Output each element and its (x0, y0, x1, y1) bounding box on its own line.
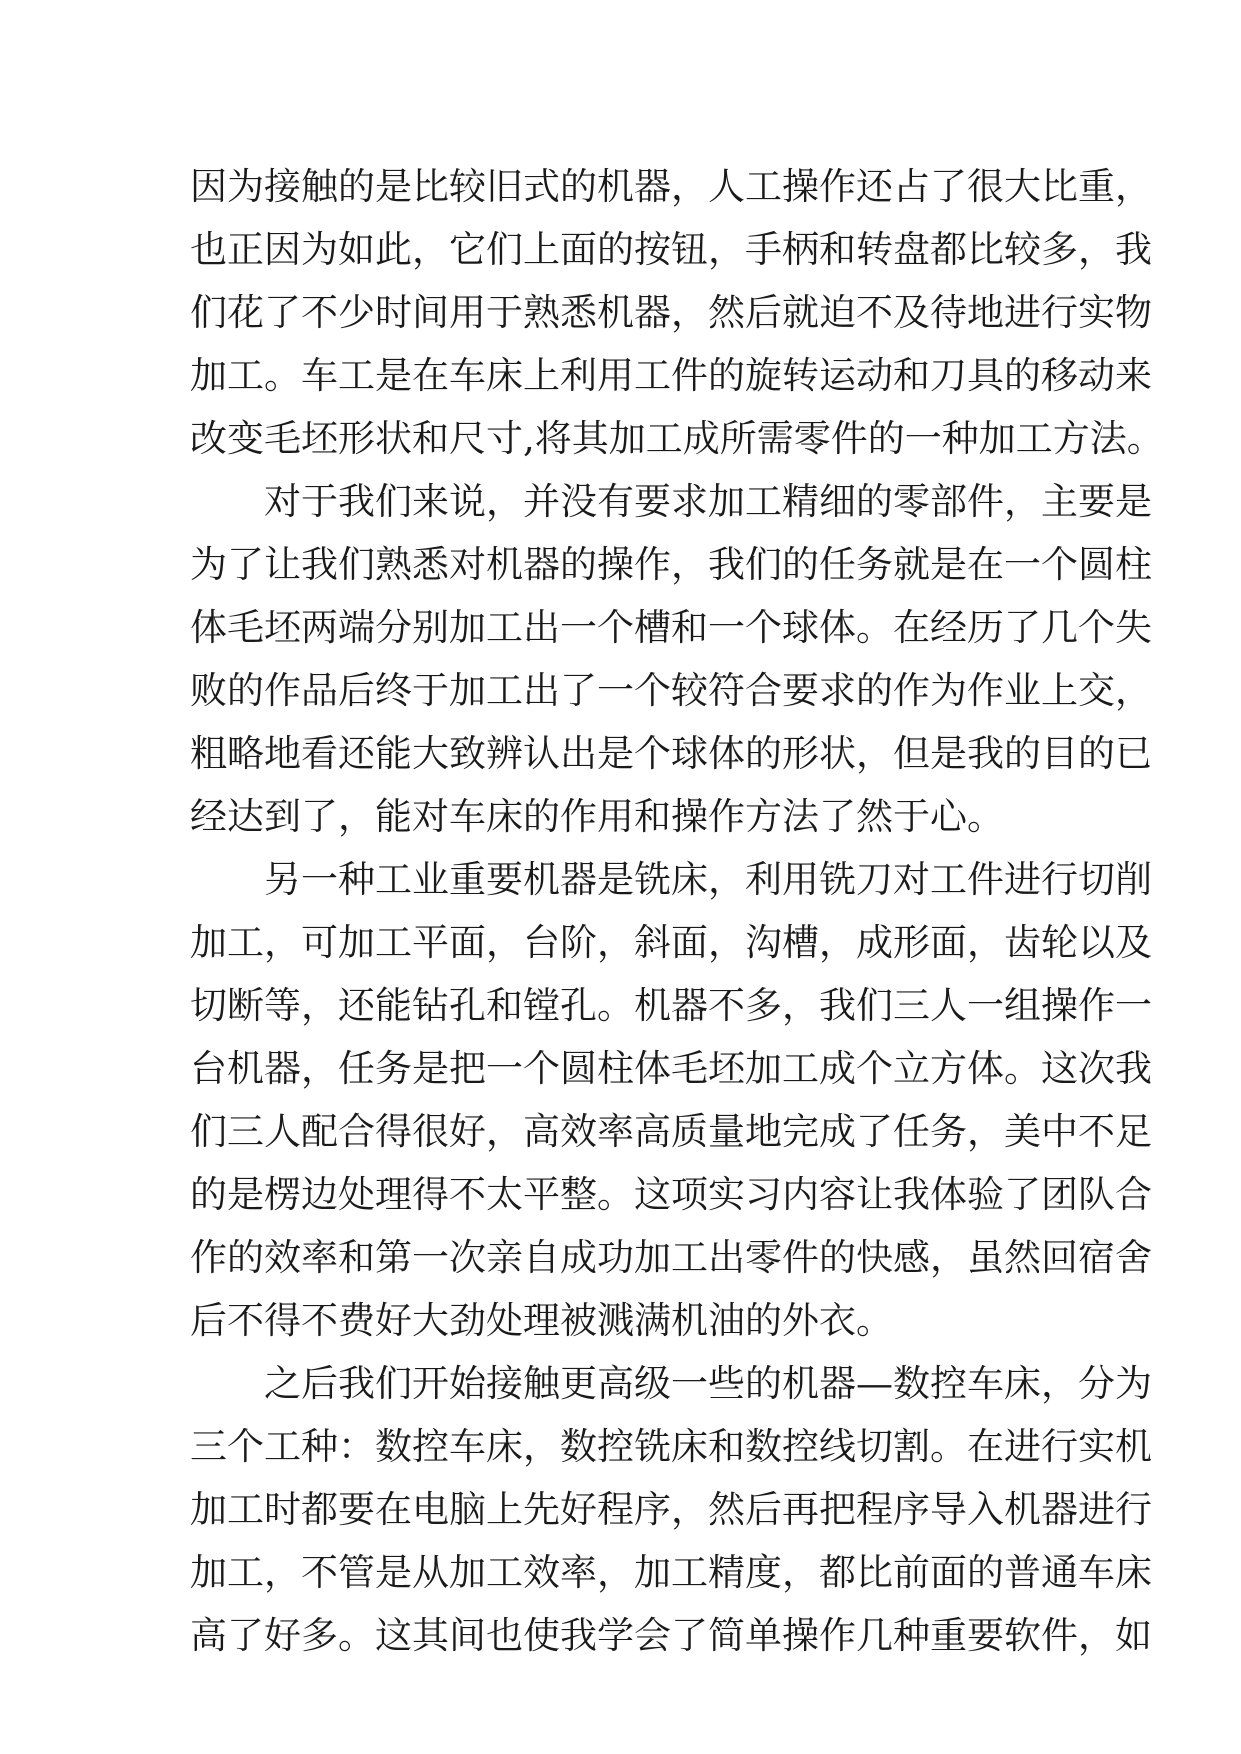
text-line: 之后我们开始接触更高级一些的机器—数控车床，分为 (264, 1362, 1152, 1405)
paragraph-2 (190, 470, 1152, 848)
text-line: 经达到了，能对车床的作用和操作方法了然于心。 (190, 795, 1004, 838)
text-line: 改变毛坯形状和尺寸,将其加工成所需零件的一种加工方法。 (190, 417, 1164, 460)
text-line: 也正因为如此，它们上面的按钮，手柄和转盘都比较多，我 (190, 228, 1152, 271)
text-line: 加工，不管是从加工效率，加工精度，都比前面的普通车床 (190, 1551, 1152, 1594)
text-line: 败的作品后终于加工出了一个较符合要求的作为作业上交， (190, 669, 1152, 712)
text-line: 台机器，任务是把一个圆柱体毛坯加工成个立方体。这次我 (190, 1047, 1152, 1090)
text-line: 另一种工业重要机器是铣床，利用铣刀对工件进行切削 (264, 858, 1152, 901)
text-line: 为了让我们熟悉对机器的操作，我们的任务就是在一个圆柱 (190, 543, 1152, 586)
paragraph-3 (190, 848, 1152, 1352)
text-line: 粗略地看还能大致辨认出是个球体的形状，但是我的目的已 (190, 732, 1152, 775)
text-line: 三个工种：数控车床，数控铣床和数控线切割。在进行实机 (190, 1425, 1152, 1468)
body-text (190, 155, 1164, 1667)
text-line: 高了好多。这其间也使我学会了简单操作几种重要软件，如 (190, 1614, 1152, 1657)
text-line: 对于我们来说，并没有要求加工精细的零部件，主要是 (264, 480, 1152, 523)
paragraph-1 (190, 155, 1164, 470)
text-line: 的是楞边处理得不太平整。这项实习内容让我体验了团队合 (190, 1173, 1152, 1216)
text-line: 切断等，还能钻孔和镗孔。机器不多，我们三人一组操作一 (190, 984, 1152, 1027)
text-line: 们三人配合得很好，高效率高质量地完成了任务，美中不足 (190, 1110, 1152, 1153)
paragraph-4 (190, 1352, 1152, 1667)
text-line: 加工时都要在电脑上先好程序，然后再把程序导入机器进行 (190, 1488, 1152, 1531)
text-line: 作的效率和第一次亲自成功加工出零件的快感，虽然回宿舍 (190, 1236, 1152, 1279)
text-line: 因为接触的是比较旧式的机器，人工操作还占了很大比重， (190, 165, 1152, 208)
text-line: 体毛坯两端分别加工出一个槽和一个球体。在经历了几个失 (190, 606, 1152, 649)
text-line: 们花了不少时间用于熟悉机器，然后就迫不及待地进行实物 (190, 291, 1152, 334)
text-line: 后不得不费好大劲处理被溅满机油的外衣。 (190, 1299, 893, 1342)
text-line: 加工。车工是在车床上利用工件的旋转运动和刀具的移动来 (190, 354, 1152, 397)
text-line: 加工，可加工平面，台阶，斜面，沟槽，成形面，齿轮以及 (190, 921, 1152, 964)
